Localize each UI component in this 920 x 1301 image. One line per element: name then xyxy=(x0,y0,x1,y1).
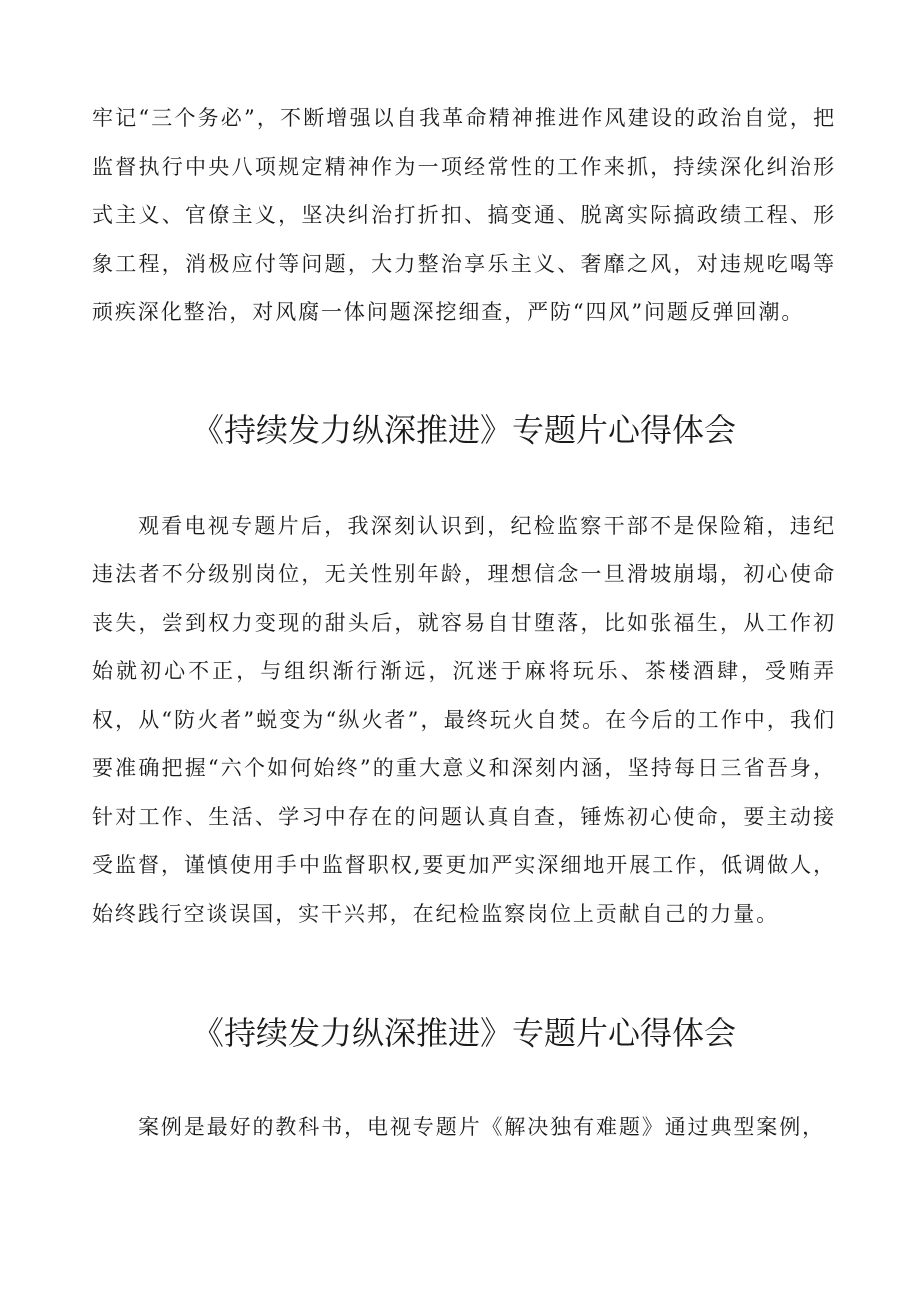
body-paragraph-3: 案例是最好的教科书，电视专题片《解决独有难题》通过典型案例， xyxy=(138,1115,825,1139)
section-heading-1: 《持续发力纵深推进》专题片心得体会 xyxy=(191,410,736,449)
document-page xyxy=(92,94,836,1152)
body-paragraph-1: 牢记“三个务必”，不断增强以自我革命精神推进作风建设的政治自觉，把监督执行中央八项规定精神作为一项经常性的工作来抓，持续深化纠治形式主义、官僚主义，坚决纠治打折扣、搞变通、脱离实际搞政绩工程、形象工程，消极应付等问题，大力整治享乐主义、奢靡之风，对违规吃喝等顽疾深化整治，对风腐一体问题深挖细查，严防“四风”问题反弹回潮。 xyxy=(92,106,836,324)
body-paragraph-2: 观看电视专题片后，我深刻认识到，纪检监察干部不是保险箱，违纪违法者不分级别岗位，无关性别年龄，理想信念一旦滑坡崩塌，初心使命丧失，尝到权力变现的甜头后，就容易自甘堕落，比如张福生，从工作初始就初心不正，与组织渐行渐远，沉迷于麻将玩乐、茶楼酒肆，受贿弄权，从“防火者”蜕变为“纵火者”，最终玩火自焚。在今后的工作中，我们要准确把握“六个如何始终”的重大意义和深刻内涵，坚持每日三省吾身，针对工作、生活、学习中存在的问题认真自查，锤炼初心使命，要主动接受监督，谨慎使用手中监督职权,要更加严实深细地开展工作，低调做人，始终践行空谈误国，实干兴邦，在纪检监察岗位上贡献自己的力量。 xyxy=(92,513,836,926)
section-heading-2: 《持续发力纵深推进》专题片心得体会 xyxy=(191,1014,736,1052)
